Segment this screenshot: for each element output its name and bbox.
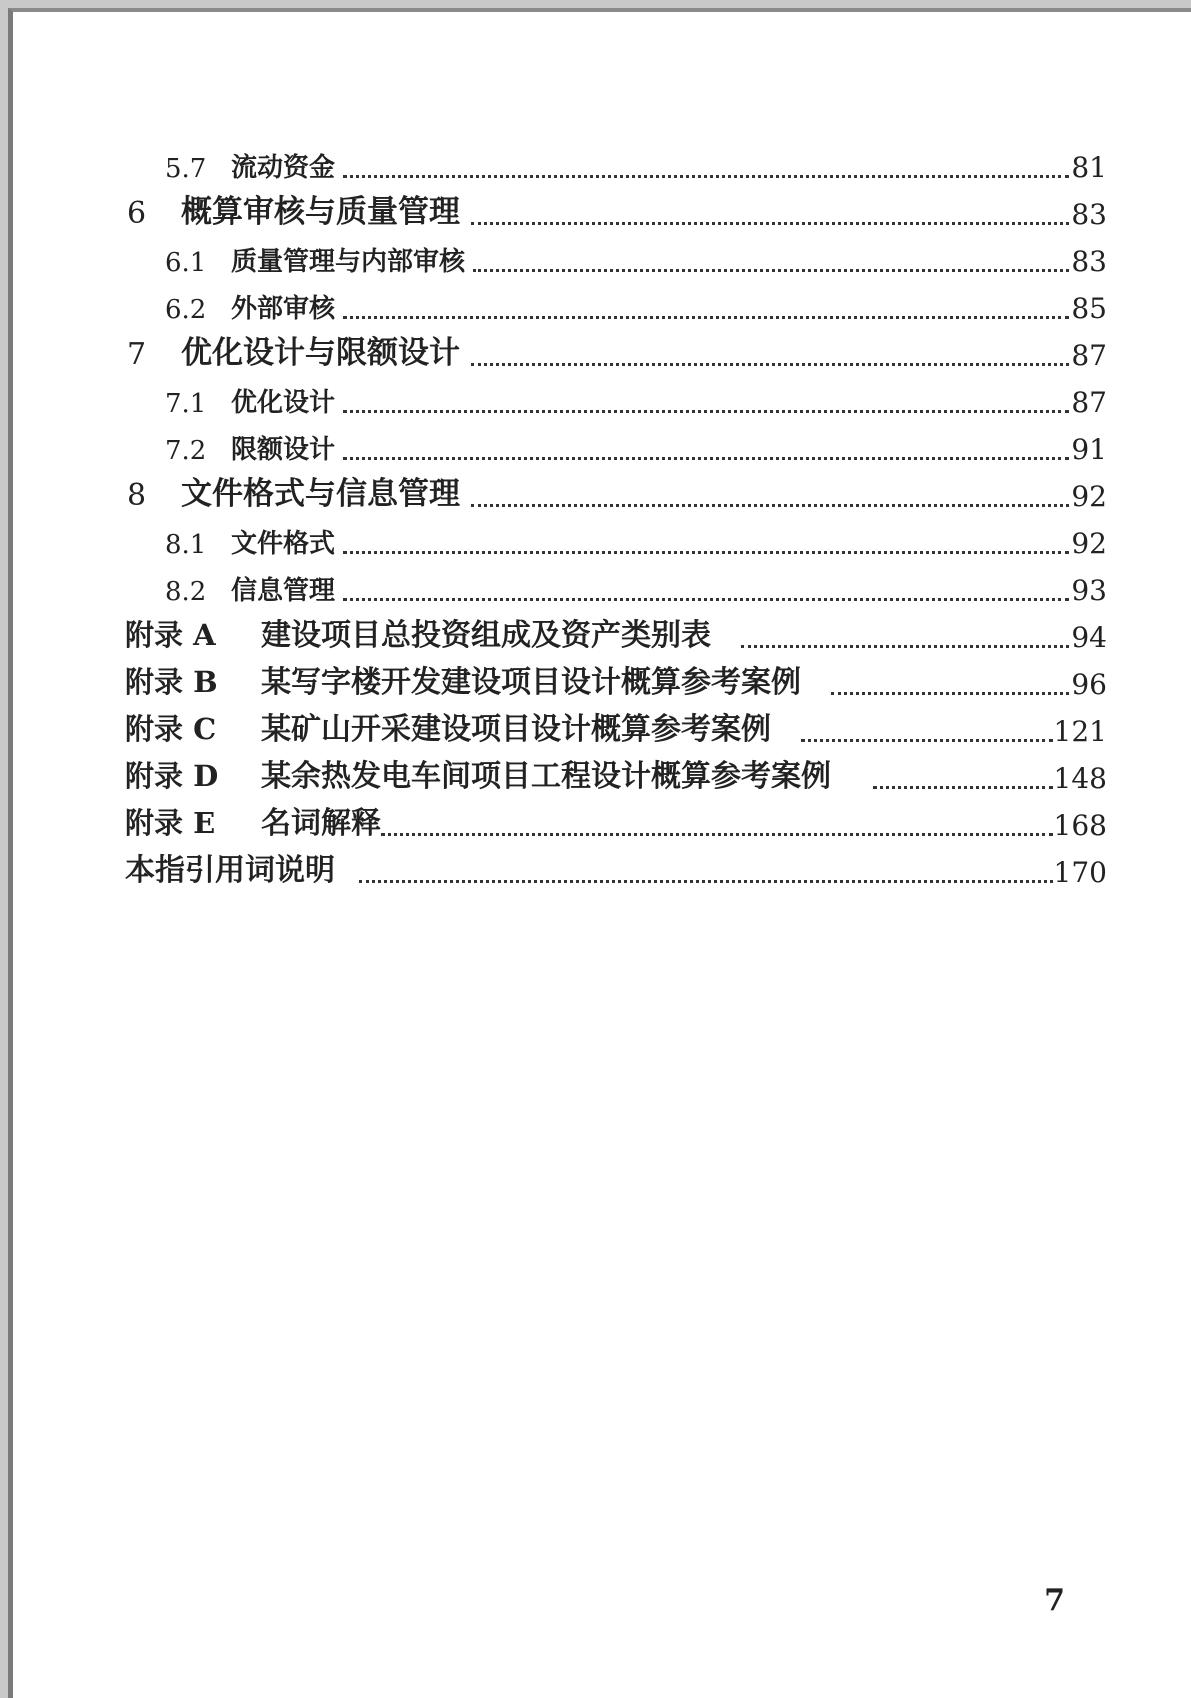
dot-leader: [343, 551, 1069, 554]
dot-leader: [359, 880, 1053, 883]
entry-page: 81: [1071, 151, 1107, 184]
entry-title: 优化设计: [231, 388, 336, 418]
entry-title: 信息管理: [231, 576, 336, 606]
entry-title: 本指引用词说明: [125, 853, 335, 888]
entry-number: 7: [127, 337, 147, 372]
entry-page: 87: [1071, 339, 1107, 372]
toc-entry[interactable]: [13, 806, 1191, 846]
entry-page: 168: [1053, 809, 1107, 842]
entry-title: 某余热发电车间项目工程设计概算参考案例: [261, 759, 831, 794]
toc-entry[interactable]: [13, 383, 1191, 423]
entry-page: 148: [1053, 762, 1107, 795]
entry-page: 96: [1071, 668, 1107, 701]
entry-page: 85: [1071, 292, 1107, 325]
toc-entry[interactable]: [13, 524, 1191, 564]
dot-leader: [343, 410, 1069, 413]
toc-entry[interactable]: [13, 665, 1191, 705]
entry-number: 附录 A: [125, 618, 216, 652]
entry-page: 94: [1071, 621, 1107, 654]
dot-leader: [471, 363, 1069, 366]
page-number: 7: [1044, 1583, 1065, 1618]
toc-entry[interactable]: [13, 195, 1191, 235]
table-of-contents: [13, 12, 1191, 1698]
entry-number: 附录 B: [125, 665, 218, 699]
entry-title: 名词解释: [261, 806, 381, 841]
dot-leader: [471, 222, 1069, 225]
entry-page: 92: [1071, 527, 1107, 560]
entry-number: 附录 E: [125, 806, 216, 840]
dot-leader: [473, 269, 1069, 272]
entry-number: 7.2: [165, 436, 207, 466]
entry-title: 文件格式: [231, 529, 336, 559]
dot-leader: [343, 175, 1069, 178]
toc-entry[interactable]: [13, 712, 1191, 752]
dot-leader: [381, 833, 1053, 836]
entry-title: 优化设计与限额设计: [181, 335, 460, 371]
entry-number: 6.1: [165, 248, 207, 278]
toc-entry[interactable]: [13, 618, 1191, 658]
entry-page: 93: [1071, 574, 1107, 607]
entry-number: 6.2: [165, 295, 207, 325]
toc-entry[interactable]: [13, 759, 1191, 799]
entry-page: 92: [1071, 480, 1107, 513]
entry-title: 文件格式与信息管理: [181, 476, 460, 512]
entry-page: 121: [1053, 715, 1107, 748]
document-page: [8, 8, 1191, 1698]
toc-entry[interactable]: [13, 853, 1191, 893]
toc-entry[interactable]: [13, 430, 1191, 470]
entry-number: 7.1: [165, 389, 207, 419]
dot-leader: [741, 645, 1069, 648]
toc-entry[interactable]: [13, 289, 1191, 329]
entry-number: 5.7: [165, 154, 207, 184]
toc-entry[interactable]: [13, 242, 1191, 282]
dot-leader: [343, 598, 1069, 601]
toc-entry[interactable]: [13, 336, 1191, 376]
entry-title: 某矿山开采建设项目设计概算参考案例: [261, 712, 771, 747]
entry-title: 建设项目总投资组成及资产类别表: [261, 618, 711, 653]
entry-title: 某写字楼开发建设项目设计概算参考案例: [261, 665, 801, 700]
toc-entry[interactable]: [13, 477, 1191, 517]
entry-number: 8.2: [165, 577, 207, 607]
entry-page: 91: [1071, 433, 1107, 466]
dot-leader: [873, 786, 1053, 789]
dot-leader: [343, 316, 1069, 319]
entry-number: 附录 C: [125, 712, 217, 746]
entry-page: 83: [1071, 198, 1107, 231]
entry-title: 外部审核: [231, 294, 336, 324]
dot-leader: [831, 692, 1069, 695]
entry-number: 8.1: [165, 530, 207, 560]
entry-page: 83: [1071, 245, 1107, 278]
entry-page: 170: [1053, 856, 1107, 889]
dot-leader: [471, 504, 1069, 507]
entry-title: 流动资金: [231, 153, 336, 183]
entry-title: 概算审核与质量管理: [181, 194, 460, 230]
entry-number: 附录 D: [125, 759, 219, 793]
entry-number: 8: [127, 478, 147, 513]
dot-leader: [801, 739, 1053, 742]
entry-number: 6: [127, 196, 147, 231]
toc-entry[interactable]: [13, 571, 1191, 611]
entry-title: 限额设计: [231, 435, 336, 465]
toc-entry[interactable]: [13, 148, 1191, 188]
entry-page: 87: [1071, 386, 1107, 419]
entry-title: 质量管理与内部审核: [231, 247, 466, 277]
dot-leader: [343, 457, 1069, 460]
